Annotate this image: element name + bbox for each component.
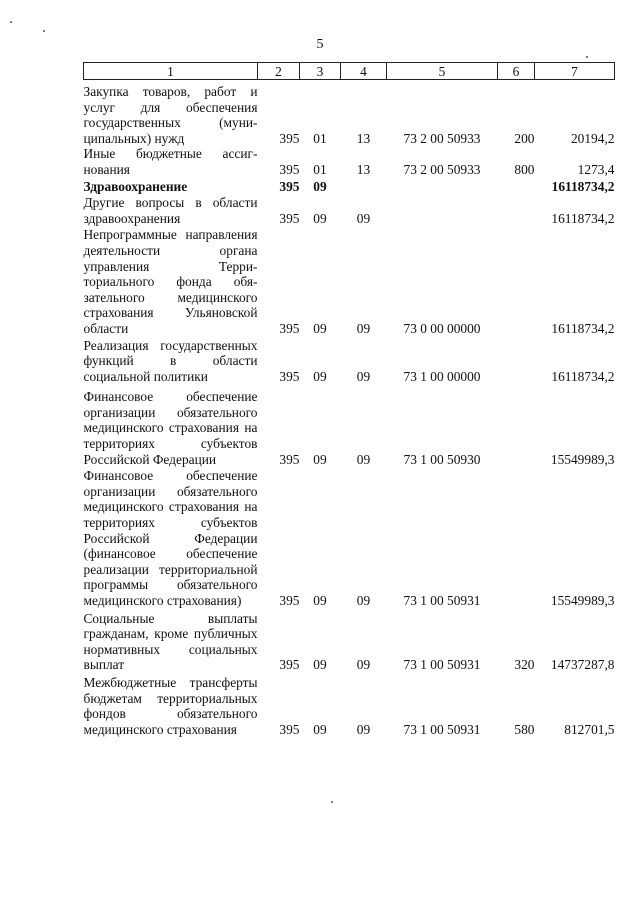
admin-code-cell: 395 xyxy=(279,657,300,673)
expense-type-cell xyxy=(498,226,535,336)
section-code-cell: 09 xyxy=(313,210,327,226)
subsection-code-cell: 09 xyxy=(356,210,371,226)
admin-code-cell: 395 xyxy=(279,161,300,177)
expense-type-cell: 200 xyxy=(514,130,535,146)
amount-cell: 16118734,2 xyxy=(551,210,615,226)
table-row xyxy=(84,467,615,608)
section-code-cell: 01 xyxy=(313,161,327,177)
row-name-cell: Финансовое обеспечение организации обязательного медицинского страхования на территориях субъектов Российской Федерации (финансовое обеспечение реализации территориальной программы обязательного медицинского страхования) xyxy=(83,468,258,608)
page-number: 5 xyxy=(316,37,324,52)
row-name-cell: Финансовое обеспечение организации обязательного медицинского страхования на территориях субъектов Российской Федерации xyxy=(83,389,258,467)
expense-type-cell: 580 xyxy=(514,721,535,737)
section-code-cell: 09 xyxy=(313,657,327,673)
admin-code-cell: 395 xyxy=(279,210,300,226)
amount-cell: 20194,2 xyxy=(570,130,615,146)
target-article-cell: 73 1 00 50930 xyxy=(403,451,481,467)
column-header: 4 xyxy=(341,63,387,80)
target-article-cell: 73 1 00 00000 xyxy=(403,368,481,384)
amount-cell: 1273,4 xyxy=(577,161,615,177)
expense-type-cell: 800 xyxy=(514,161,535,177)
scan-speck xyxy=(10,21,12,23)
row-name-cell: Межбюджетные трансферты бюджетам территориальных фондов обязательного медицинского страхования xyxy=(83,674,258,737)
subsection-code-cell: 09 xyxy=(356,451,371,467)
row-name-cell: Другие вопросы в области здравоохранения xyxy=(83,195,258,226)
expense-type-cell xyxy=(498,194,535,226)
admin-code-cell: 395 xyxy=(279,178,300,194)
expense-type-cell xyxy=(498,178,535,195)
admin-code-cell: 395 xyxy=(279,721,300,737)
subsection-code-cell: 09 xyxy=(356,320,371,336)
target-article-cell: 73 1 00 50931 xyxy=(403,593,481,608)
row-name-cell: Непрограммные направления деятельности органа управления Территориального фонда обязательного медицинского страхования Ульяновской области xyxy=(83,227,258,336)
admin-code-cell: 395 xyxy=(279,593,300,608)
subsection-code-cell xyxy=(341,178,387,195)
section-code-cell: 09 xyxy=(313,451,327,467)
column-header: 6 xyxy=(498,63,535,80)
target-article-cell xyxy=(387,178,498,195)
scan-speck xyxy=(43,30,45,32)
column-header: 1 xyxy=(84,63,258,80)
scan-speck xyxy=(586,56,588,58)
expense-type-cell xyxy=(498,467,535,608)
budget-table xyxy=(83,62,615,737)
subsection-code-cell: 09 xyxy=(356,657,371,673)
section-code-cell: 01 xyxy=(313,130,327,146)
section-code-cell: 09 xyxy=(313,593,327,608)
expense-type-cell: 320 xyxy=(514,657,535,673)
table-row xyxy=(84,146,615,177)
column-header: 3 xyxy=(300,63,341,80)
amount-cell: 15549989,3 xyxy=(550,451,615,467)
row-name-cell: Закупка товаров, работ и услуг для обеспечения государственных (муниципальных) нужд xyxy=(83,84,258,146)
column-header: 7 xyxy=(535,63,615,80)
amount-cell: 16118734,2 xyxy=(551,178,615,194)
subsection-code-cell: 09 xyxy=(356,368,371,384)
target-article-cell xyxy=(387,194,498,226)
section-code-cell: 09 xyxy=(313,721,327,737)
admin-code-cell: 395 xyxy=(279,130,300,146)
amount-cell: 812701,5 xyxy=(564,721,615,737)
section-code-cell: 09 xyxy=(313,368,327,384)
row-name-cell: Иные бюджетные ассигнования xyxy=(83,146,258,177)
section-code-cell: 09 xyxy=(313,178,327,194)
amount-cell: 15549989,3 xyxy=(550,593,615,608)
table-row xyxy=(84,384,615,467)
admin-code-cell: 395 xyxy=(279,320,300,336)
table-row xyxy=(84,226,615,336)
column-header: 5 xyxy=(387,63,498,80)
admin-code-cell: 395 xyxy=(279,368,300,384)
table-row xyxy=(84,337,615,385)
target-article-cell: 73 2 00 50933 xyxy=(403,130,481,146)
subsection-code-cell: 13 xyxy=(356,130,371,146)
expense-type-cell xyxy=(498,337,535,385)
table-row xyxy=(84,194,615,226)
section-code-cell: 09 xyxy=(313,320,327,336)
amount-cell: 14737287,8 xyxy=(550,657,615,673)
expense-type-cell xyxy=(498,384,535,467)
subsection-code-cell: 09 xyxy=(356,593,371,608)
table-row xyxy=(84,80,615,147)
column-number-header-row xyxy=(84,63,615,80)
scan-speck xyxy=(331,801,333,803)
row-name-cell: Реализация государственных функций в области социальной политики xyxy=(83,337,258,384)
target-article-cell: 73 0 00 00000 xyxy=(403,320,481,336)
amount-cell: 16118734,2 xyxy=(551,368,615,384)
table-row xyxy=(84,178,615,195)
admin-code-cell: 395 xyxy=(279,451,300,467)
table-row xyxy=(84,673,615,737)
target-article-cell: 73 1 00 50931 xyxy=(403,721,481,737)
amount-cell: 16118734,2 xyxy=(551,320,615,336)
row-name-cell: Здравоохранение xyxy=(83,178,188,194)
subsection-code-cell: 13 xyxy=(356,161,371,177)
row-name-cell: Социальные выплаты гражданам, кроме публичных нормативных социальных выплат xyxy=(83,610,258,673)
target-article-cell: 73 1 00 50931 xyxy=(403,657,481,673)
subsection-code-cell: 09 xyxy=(356,721,371,737)
target-article-cell: 73 2 00 50933 xyxy=(403,161,481,177)
column-header: 2 xyxy=(258,63,300,80)
table-row xyxy=(84,609,615,673)
